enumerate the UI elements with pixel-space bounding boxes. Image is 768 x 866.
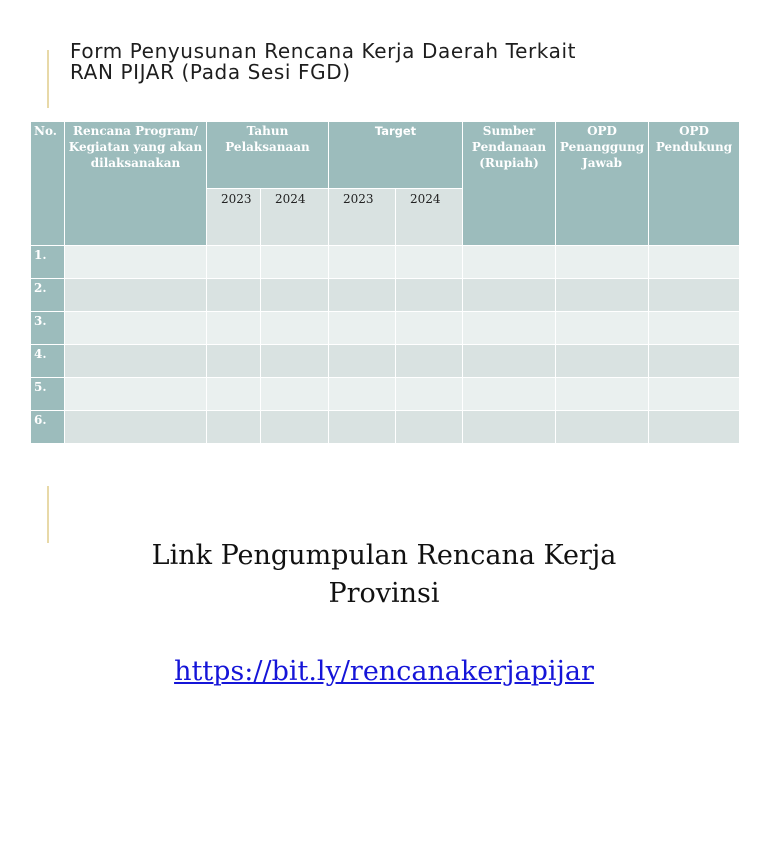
table-body [31, 246, 740, 444]
table-cell [261, 345, 329, 378]
table-cell [396, 411, 463, 444]
table-cell [65, 312, 207, 345]
row-number: 5. [31, 378, 65, 411]
row-number: 6. [31, 411, 65, 444]
table-cell [329, 312, 396, 345]
table-cell [261, 279, 329, 312]
header-opd-penanggung-jawab: OPD Penanggung Jawab [556, 122, 649, 246]
header-tahun: Tahun Pelaksanaan [207, 122, 329, 189]
table-cell [65, 345, 207, 378]
table-cell [463, 411, 556, 444]
table-cell [556, 345, 649, 378]
table-cell [396, 378, 463, 411]
table-cell [556, 246, 649, 279]
table-cell [207, 312, 261, 345]
table-cell [649, 345, 740, 378]
header-opd-pendukung: OPD Pendukung [649, 122, 740, 246]
table-row [31, 246, 740, 279]
link-container [0, 655, 768, 689]
table-cell [329, 411, 396, 444]
table-cell [207, 345, 261, 378]
table-row [31, 279, 740, 312]
table-cell [649, 312, 740, 345]
table-cell [396, 345, 463, 378]
table-cell [396, 246, 463, 279]
table-cell [207, 246, 261, 279]
table-cell [261, 246, 329, 279]
title-accent-bar [47, 50, 49, 108]
table-cell [329, 246, 396, 279]
header-no: No. [31, 122, 65, 246]
table-cell [207, 378, 261, 411]
section-heading [0, 537, 768, 613]
table-cell [649, 246, 740, 279]
header-sumber-pendanaan: Sumber Pendanaan (Rupiah) [463, 122, 556, 246]
table-cell [65, 279, 207, 312]
table-cell [261, 378, 329, 411]
subheader-target-2023: 2023 [329, 189, 396, 246]
table-cell [207, 411, 261, 444]
table-row [31, 345, 740, 378]
table-cell [329, 378, 396, 411]
header-target: Target [329, 122, 463, 189]
table-cell [556, 312, 649, 345]
table-cell [261, 411, 329, 444]
header-program: Rencana Program/ Kegiatan yang akan dilaksanakan [65, 122, 207, 246]
page-title-line-1: Form Penyusunan Rencana Kerja Daerah Terkait [70, 39, 577, 63]
table-cell [207, 279, 261, 312]
row-number: 1. [31, 246, 65, 279]
section-accent-bar [47, 486, 49, 543]
table-cell [65, 246, 207, 279]
row-number: 2. [31, 279, 65, 312]
section-heading-line-2: Provinsi [328, 578, 440, 609]
subheader-tahun-2023: 2023 [207, 189, 261, 246]
table-cell [649, 411, 740, 444]
table-cell [261, 312, 329, 345]
table-cell [556, 411, 649, 444]
table-cell [65, 378, 207, 411]
table-row [31, 411, 740, 444]
table-row [31, 378, 740, 411]
table-cell [329, 345, 396, 378]
table-cell [556, 378, 649, 411]
table-cell [396, 279, 463, 312]
table-cell [463, 312, 556, 345]
section-heading-line-1: Link Pengumpulan Rencana Kerja [151, 540, 617, 571]
table-cell [463, 378, 556, 411]
row-number: 3. [31, 312, 65, 345]
table-cell [463, 246, 556, 279]
page-title-line-2: RAN PIJAR (Pada Sesi FGD) [70, 60, 351, 84]
subheader-tahun-2024: 2024 [261, 189, 329, 246]
table-cell [649, 279, 740, 312]
table-cell [329, 279, 396, 312]
subheader-target-2024: 2024 [396, 189, 463, 246]
table-cell [396, 312, 463, 345]
page-title [70, 41, 710, 83]
table-row [31, 312, 740, 345]
table-cell [463, 279, 556, 312]
row-number: 4. [31, 345, 65, 378]
submission-link[interactable]: https://bit.ly/rencanakerjapijar [174, 656, 594, 687]
work-plan-table [30, 121, 740, 444]
table-cell [556, 279, 649, 312]
table-cell [463, 345, 556, 378]
table-cell [65, 411, 207, 444]
table-cell [649, 378, 740, 411]
